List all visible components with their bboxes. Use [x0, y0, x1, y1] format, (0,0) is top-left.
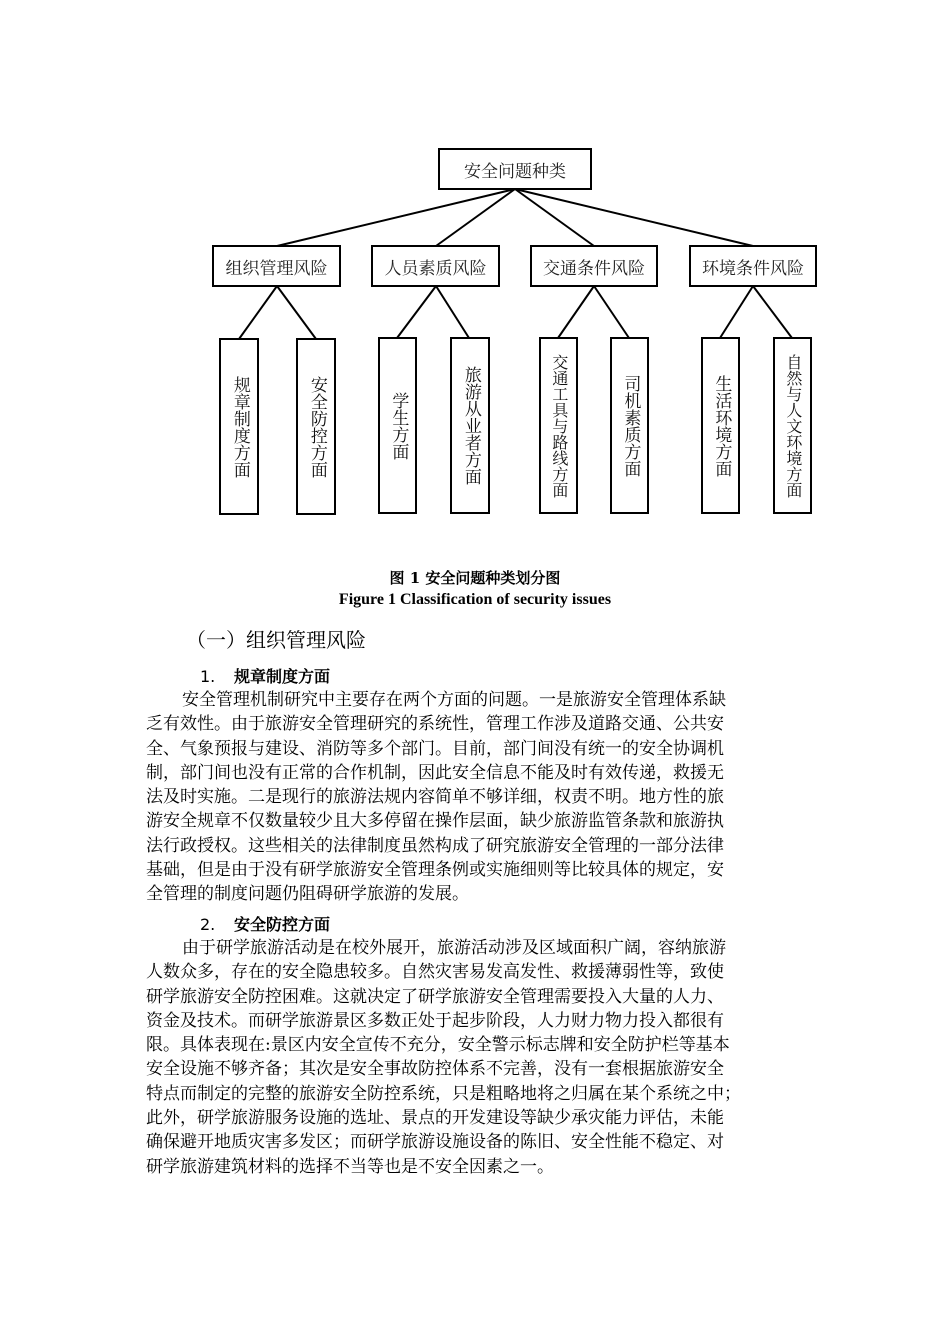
subsection-number: 2. — [200, 915, 216, 934]
leaf-label-regulations: 规章制度方面 — [229, 375, 250, 478]
connector — [436, 286, 469, 338]
subsection-heading-1 — [200, 664, 330, 687]
subsection-heading-2 — [200, 912, 330, 935]
category-label-traffic: 交通条件风险 — [543, 258, 645, 279]
category-label-environment: 环境条件风险 — [702, 258, 804, 279]
connector — [594, 286, 629, 338]
category-label-personnel: 人员素质风险 — [384, 258, 487, 279]
subsection-title: 规章制度方面 — [234, 667, 331, 686]
leaf-label-practitioners: 旅游从业者方面 — [460, 366, 481, 485]
paragraph-regulations: 安全管理机制研究中主要存在两个方面的问题。一是旅游安全管理体系缺 乏有效性。由于旅游安全管理研究的系统性，管理工作涉及道路交通、公共安 全、气象预报与建设、消防等多个部门。目前，部门间没有统一的安全协调机 制，部门间也没有正常的合作机制，因此安全信息不能及时有效传递，救援无 法及时实施。二是现行的旅游法规内容简单不够详细，权责不明。地方性的旅 游安全规章不仅数量较少且大多停留在操作层面，缺少旅游监管条款和旅游执 法行政授权。这些相关的法律制度虽然构成了研究旅游安全管理的一部分法律 基础，但是由于没有研学旅游安全管理条例或实施细则等比较具体的规定，安 全管理的制度问题仍阻碍研学旅游的发展。 — [146, 690, 726, 905]
leaf-label-students: 学生方面 — [388, 391, 409, 460]
figure-caption-cn: 图 1 安全问题种类划分图 — [389, 569, 561, 587]
connector — [277, 286, 316, 339]
connector — [753, 286, 792, 338]
subsection-title: 安全防控方面 — [234, 915, 331, 934]
paragraph-prevention: 由于研学旅游活动是在校外展开，旅游活动涉及区域面积广阔，容纳旅游 人数众多，存在的安全隐患较多。自然灾害易发高发性、救援薄弱性等，致使 研学旅游安全防控困难。这就决定了研学旅游安全管理需要投入大量的人力、 资金及技术。而研学旅游景区多数正处于起步阶段，人力财力物力投入都很有 限。具体表现在:景区内安全宣传不充分，安全警示标志牌和安全防护栏等基本 安全设施不够齐备；其次是安全事故防控体系不完善，没有一套根据旅游安全 特点而制定的完整的旅游安全防控系统，只是粗略地将之归属在某个系统之中； 此外，研学旅游服务设施的选址、景点的开发建设等缺少承灾能力评估，未能 确保避开地质灾害多发区；而研学旅游设施设备的陈旧、安全性能不稳定、对 研学旅游建筑材料的选择不当等也是不安全因素之一。 — [146, 938, 741, 1177]
leaf-label-prevention: 安全防控方面 — [306, 375, 327, 478]
section-heading: （一）组织管理风险 — [186, 628, 366, 652]
leaf-label-vehicles-routes: 交通工具与路线方面 — [549, 353, 569, 498]
category-label-organization: 组织管理风险 — [225, 258, 328, 279]
subsection-number: 1. — [200, 667, 216, 686]
connector — [239, 286, 277, 339]
leaf-label-natural-cultural-env: 自然与人文环境方面 — [783, 353, 803, 498]
leaf-label-drivers: 司机素质方面 — [620, 374, 641, 477]
connector — [720, 286, 753, 338]
connector — [558, 286, 594, 338]
connector — [277, 189, 515, 246]
connector — [397, 286, 436, 338]
root-label: 安全问题种类 — [464, 161, 566, 182]
figure-caption-en: Figure 1 Classification of security issues — [338, 591, 612, 608]
leaf-label-living-env: 生活环境方面 — [711, 374, 732, 477]
connector — [515, 189, 753, 246]
